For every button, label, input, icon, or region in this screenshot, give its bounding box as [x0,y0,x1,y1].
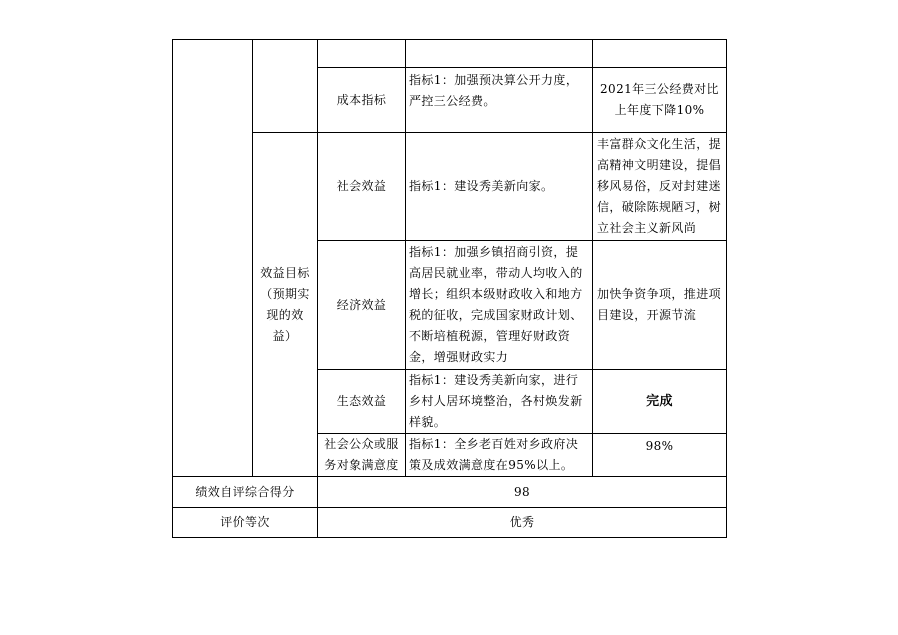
cost-indicator-value: 2021年三公经费对比上年度下降10% [600,82,719,117]
economic-benefit-label: 经济效益 [336,297,387,312]
overall-score-value: 98 [513,484,531,499]
table-border-right [726,39,727,538]
table-border-bottom [172,537,727,538]
benefit-target-label: 效益目标（预期实现的效益） [260,265,310,343]
evaluation-grade-value: 优秀 [509,515,535,529]
ecological-benefit-value: 完成 [646,394,673,409]
satisfaction-indicator: 指标1：全乡老百姓对乡政府决策及成效满意度在95%以上。 [409,437,579,472]
ecological-benefit-label: 生态效益 [336,394,387,408]
economic-benefit-value: 加快争资争项，推进项目建设，开源节流 [597,287,722,322]
cost-indicator-text: 指标1：加强预决算公开力度，严控三公经费。 [409,73,579,108]
social-benefit-value: 丰富群众文化生活，提高精神文明建设，提倡移风易俗，反对封建迷信，破除陈规陋习，树立社会主义新风尚 [597,137,722,235]
satisfaction-label: 社会公众或服务对象满意度 [324,437,399,472]
ecological-benefit-indicator: 指标1：建设秀美新向家，进行乡村人居环境整治，各村焕发新样貌。 [409,373,583,429]
social-benefit-label: 社会效益 [336,179,387,193]
table-border-left [172,39,173,538]
social-benefit-indicator: 指标1：建设秀美新向家。 [409,179,554,193]
cost-indicator-label: 成本指标 [336,92,387,107]
evaluation-grade-label: 评价等次 [220,515,270,529]
overall-score-label: 绩效自评综合得分 [195,484,295,499]
table-border-top [172,39,727,40]
satisfaction-value: 98% [645,439,674,453]
economic-benefit-indicator: 指标1：加强乡镇招商引资，提高居民就业率，带动人均收入的增长；组织本级财政收入和地方税的征收，完成国家财政计划、不断培植税源，管理好财政资金，增强财政实力 [409,245,583,364]
